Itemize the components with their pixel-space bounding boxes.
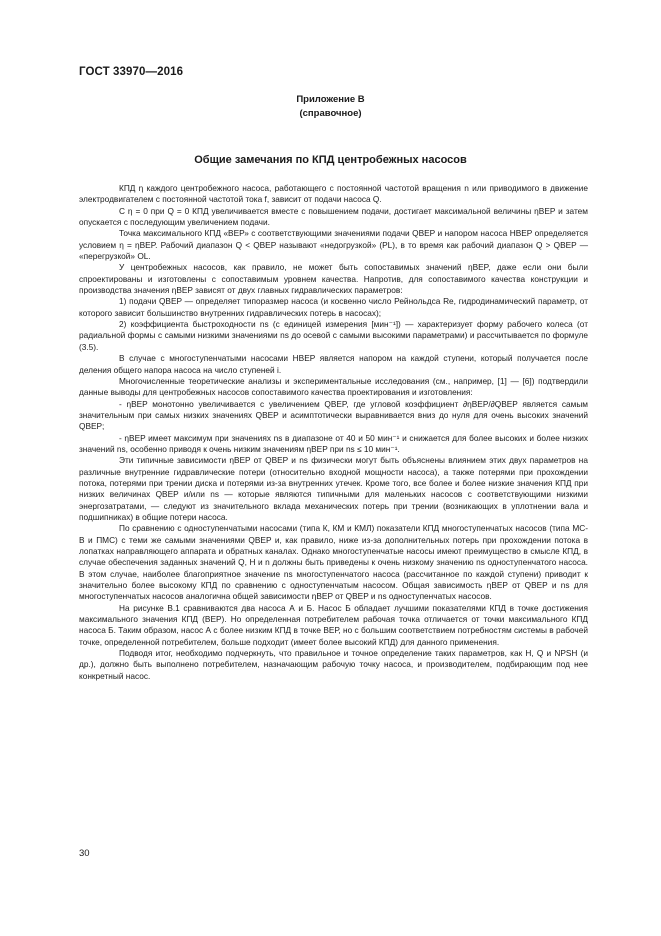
paragraph: - ηBEP имеет максимум при значениях ns в диапазоне от 40 и 50 мин⁻¹ и снижается для более высоких и более низких значений ns, особенно приводя к очень низким значениям ηBEP при ns ≤ 10 мин⁻¹. bbox=[79, 432, 588, 454]
paragraph: Подводя итог, необходимо подчеркнуть, что правильное и точное определение таких параметров, как H, Q и NPSH (и др.), должно быть выполнено потребителем, назначающим рабочую точку насоса, и производителем, подбирающим под нее конкретный насос. bbox=[79, 648, 588, 681]
paragraph: Эти типичные зависимости ηBEP от QBEP и ns физически могут быть объяснены влиянием этих двух параметров на различные внутренние гидравлические потери (относительно входной мощности насоса), а также потерями при прохождении потока, потерями при трении диска и потерями из-за внутренних утечек. Кроме того, все более и более низкие значения КПД при низких величинах QBEP и/или ns — которые являются типичными для маленьких насосов с соответствующими низкими энергозатратами, — следуют из значительного вклада механических потерь при трении (возникающих в уплотнении вала и подшипниках) в общие потери насоса. bbox=[79, 455, 588, 522]
paragraph: КПД η каждого центробежного насоса, работающего с постоянной частотой вращения n или приводимого в движение электродвигателем с постоянной частотой тока f, зависит от подачи насоса Q. bbox=[79, 183, 588, 205]
section-title: Общие замечания по КПД центробежных насосов bbox=[194, 154, 467, 166]
paragraph: 1) подачи QBEP — определяет типоразмер насоса (и косвенно число Рейнольдса Re, гидродинамический параметр, от которого зависит большинство внутренних гидравлических потерь в насосах); bbox=[79, 296, 588, 318]
standard-code: ГОСТ 33970—2016 bbox=[79, 66, 184, 78]
page-number: 30 bbox=[79, 848, 90, 859]
paragraph: У центробежных насосов, как правило, не может быть сопоставимых значений ηBEP, даже если они были спроектированы и изготовлены с сопоставимым уровнем качества. Напротив, для сопоставимого качества конструкции и производства значения ηBEP зависят от двух главных гидравлических параметров: bbox=[79, 262, 588, 296]
paragraph: - ηBEP монотонно увеличивается с увеличением QBEP, где угловой коэффициент ∂ηBEP/∂QBEP является самым значительным при самых низких значениях QBEP и асимптотически выравнивается вниз до нуля для очень высоких значений QBEP; bbox=[79, 398, 588, 432]
paragraph: Многочисленные теоретические анализы и экспериментальные исследования (см., например, [1] — [6]) подтвердили данные выводы для центробежных насосов сопоставимого качества проектирования и изготовления: bbox=[79, 375, 588, 398]
appendix-subtitle: (справочное) bbox=[299, 108, 362, 119]
appendix-heading bbox=[0, 93, 661, 121]
paragraph: С η = 0 при Q = 0 КПД увеличивается вместе с повышением подачи, достигает максимальной величины ηBEP и затем опускается с последующим увеличением подачи. bbox=[79, 205, 588, 228]
body-text bbox=[79, 183, 588, 682]
paragraph: В случае с многоступенчатыми насосами HBEP является напором на каждой ступени, который получается после деления общего напора насоса на число ступеней i. bbox=[79, 353, 588, 375]
paragraph: По сравнению с одноступенчатыми насосами (типа К, КМ и КМЛ) показатели КПД многоступенчатых насосов (типа МС-В и ПМС) с теми же самыми значениями QBEP и, как правило, ниже из-за дополнительных потерь при прохождении потока в лопатках направляющего аппарата и обратных каналах. Однако многоступенчатые насосы имеют преимущество в смысле КПД, в случае обеспечения заданных значений Q, H и n должны быть приведены к очень низкому значению ns одноступенчатого насоса. В этом случае, наиболее благоприятное значение ns многоступенчатого насоса (рассчитанное по каждой ступени) приводит к значительно более высокому КПД по сравнению с одноступенчатым насосом. Общая зависимость ηBEP от QBEP и ns для многоступенчатых насосов аналогична общей зависимости ηBEP от QBEP и ns одноступенчатых насосов. bbox=[79, 523, 588, 602]
paragraph: Точка максимального КПД «ВЕР» с соответствующими значениями подачи QBEP и напором насоса HBEP определяется условием η = ηBEP. Рабочий диапазон Q < QBEP называют «недогрузкой» (PL), в то время как рабочий диапазон Q > QBEP — «перегрузкой» OL. bbox=[79, 228, 588, 262]
paragraph: 2) коэффициента быстроходности ns (с единицей измерения [мин⁻¹]) — характеризует форму рабочего колеса (от радиальной формы с самыми низкими значениями ns до осевой с самыми высокими параметрами) и рассчитывается по формуле (3.5). bbox=[79, 319, 588, 352]
paragraph: На рисунке В.1 сравниваются два насоса А и Б. Насос Б обладает лучшими показателями КПД в точке достижения максимального значения КПД (ВЕР). Но определенная потребителем рабочая точка отличается от точки максимального КПД насоса Б. Таким образом, насос А с более низким КПД в точке ВЕР, но с большим соответствием потребностям системы в рабочей точке, определенной потребителем, больше подходит (имеет более высокий КПД) для данного применения. bbox=[79, 602, 588, 647]
appendix-title: Приложение В bbox=[296, 94, 365, 105]
